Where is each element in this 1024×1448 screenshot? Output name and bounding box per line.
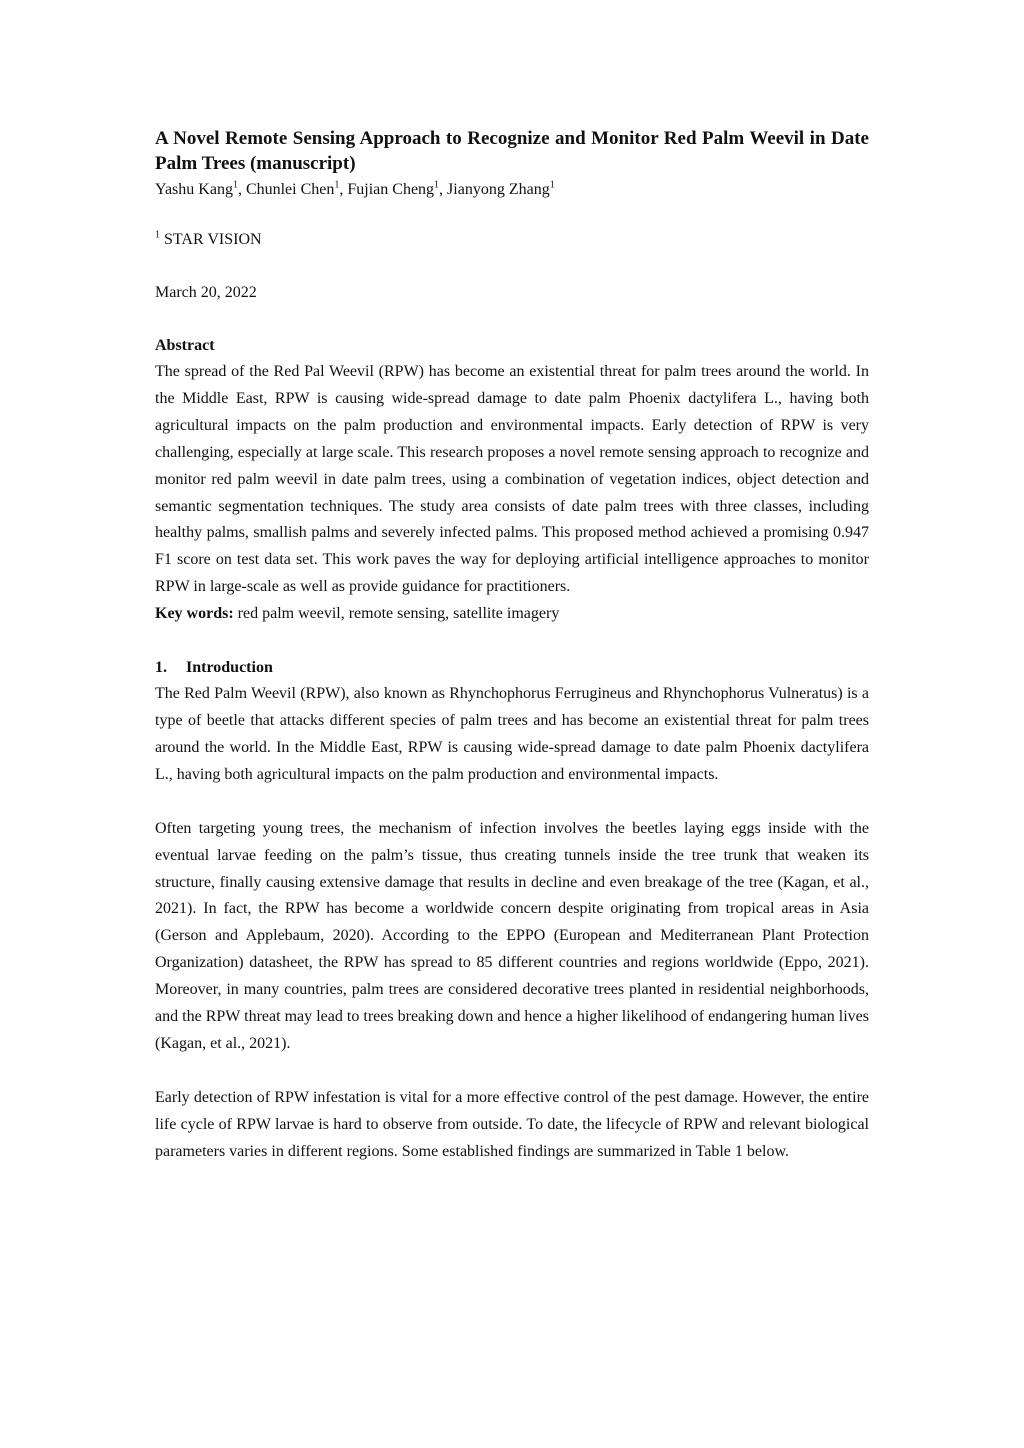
paper-date: March 20, 2022 (155, 284, 257, 301)
affiliation-marker: 1 (155, 229, 160, 241)
section-heading-introduction (155, 654, 869, 681)
author-list (155, 176, 869, 203)
section-title: Introduction (186, 659, 273, 677)
author-separator: , (339, 181, 348, 198)
section-number: 1. (155, 659, 167, 677)
author-separator: , (237, 181, 246, 198)
intro-paragraph-1: The Red Palm Weevil (RPW), also known as Rhynchophorus Ferrugineus and Rhynchophorus Vulneratus) is a type of beetle that attacks different species of palm trees and has become an existential threat for palm trees around the world. In the Middle East, RPW is causing wide-spread damage to date palm Phoenix dactylifera L., having both agricultural impacts on the palm production and environmental impacts. (155, 685, 869, 783)
author-name: Jianyong Zhang (447, 181, 550, 198)
abstract-heading: Abstract (155, 337, 215, 354)
author-affil-marker: 1 (334, 179, 340, 191)
author-affil-marker: 1 (232, 179, 238, 191)
author-name: Fujian Cheng (347, 181, 435, 198)
author-affil-marker: 1 (434, 179, 440, 191)
affiliation (155, 226, 869, 253)
author-affil-marker: 1 (549, 179, 555, 191)
author-name: Chunlei Chen (245, 181, 335, 198)
author-name: Yashu Kang (155, 181, 233, 198)
intro-paragraph-2: Often targeting young trees, the mechanism of infection involves the beetles laying eggs inside with the eventual larvae feeding on the palm’s tissue, thus creating tunnels inside the tree trunk that weaken its structure, finally causing extensive damage that results in decline and even breakage of the tree (Kagan, et al., 2021). In fact, the RPW has become a worldwide concern despite originating from tropical areas in Asia (Gerson and Applebaum, 2020). According to the EPPO (European and Mediterranean Plant Protection Organization) datasheet, the RPW has spread to 85 different countries and regions worldwide (Eppo, 2021). Moreover, in many countries, palm trees are considered decorative trees planted in residential neighborhoods, and the RPW threat may lead to trees breaking down and hence a higher likelihood of endangering human lives (Kagan, et al., 2021). (155, 819, 869, 1052)
keywords-text: red palm weevil, remote sensing, satellite imagery (233, 605, 560, 623)
keywords-label: Key words: (155, 605, 234, 623)
abstract-text: The spread of the Red Pal Weevil (RPW) has become an existential threat for palm trees around the world. In the Middle East, RPW is causing wide-spread damage to date palm Phoenix dactylifera L., having both agricultural impacts on the palm production and environmental impacts. Early detection of RPW is very challenging, especially at large scale. This research proposes a novel remote sensing approach to recognize and monitor red palm weevil in date palm trees, using a combination of vegetation indices, object detection and semantic segmentation techniques. The study area consists of date palm trees with three classes, including healthy palms, smallish palms and severely infected palms. This proposed method achieved a promising 0.947 F1 score on test data set. This work paves the way for deploying artificial intelligence approaches to monitor RPW in large-scale as well as provide guidance for practitioners. (155, 363, 869, 596)
affiliation-name: STAR VISION (164, 231, 262, 248)
author-separator: , (439, 181, 448, 198)
paper-title: A Novel Remote Sensing Approach to Recognize and Monitor Red Palm Weevil in Date Palm Trees (manuscript) (155, 128, 869, 174)
keywords (155, 601, 869, 628)
intro-paragraph-3: Early detection of RPW infestation is vital for a more effective control of the pest damage. However, the entire life cycle of RPW larvae is hard to observe from outside. To date, the lifecycle of RPW and relevant biological parameters varies in different regions. Some established findings are summarized in Table 1 below. (155, 1088, 869, 1160)
